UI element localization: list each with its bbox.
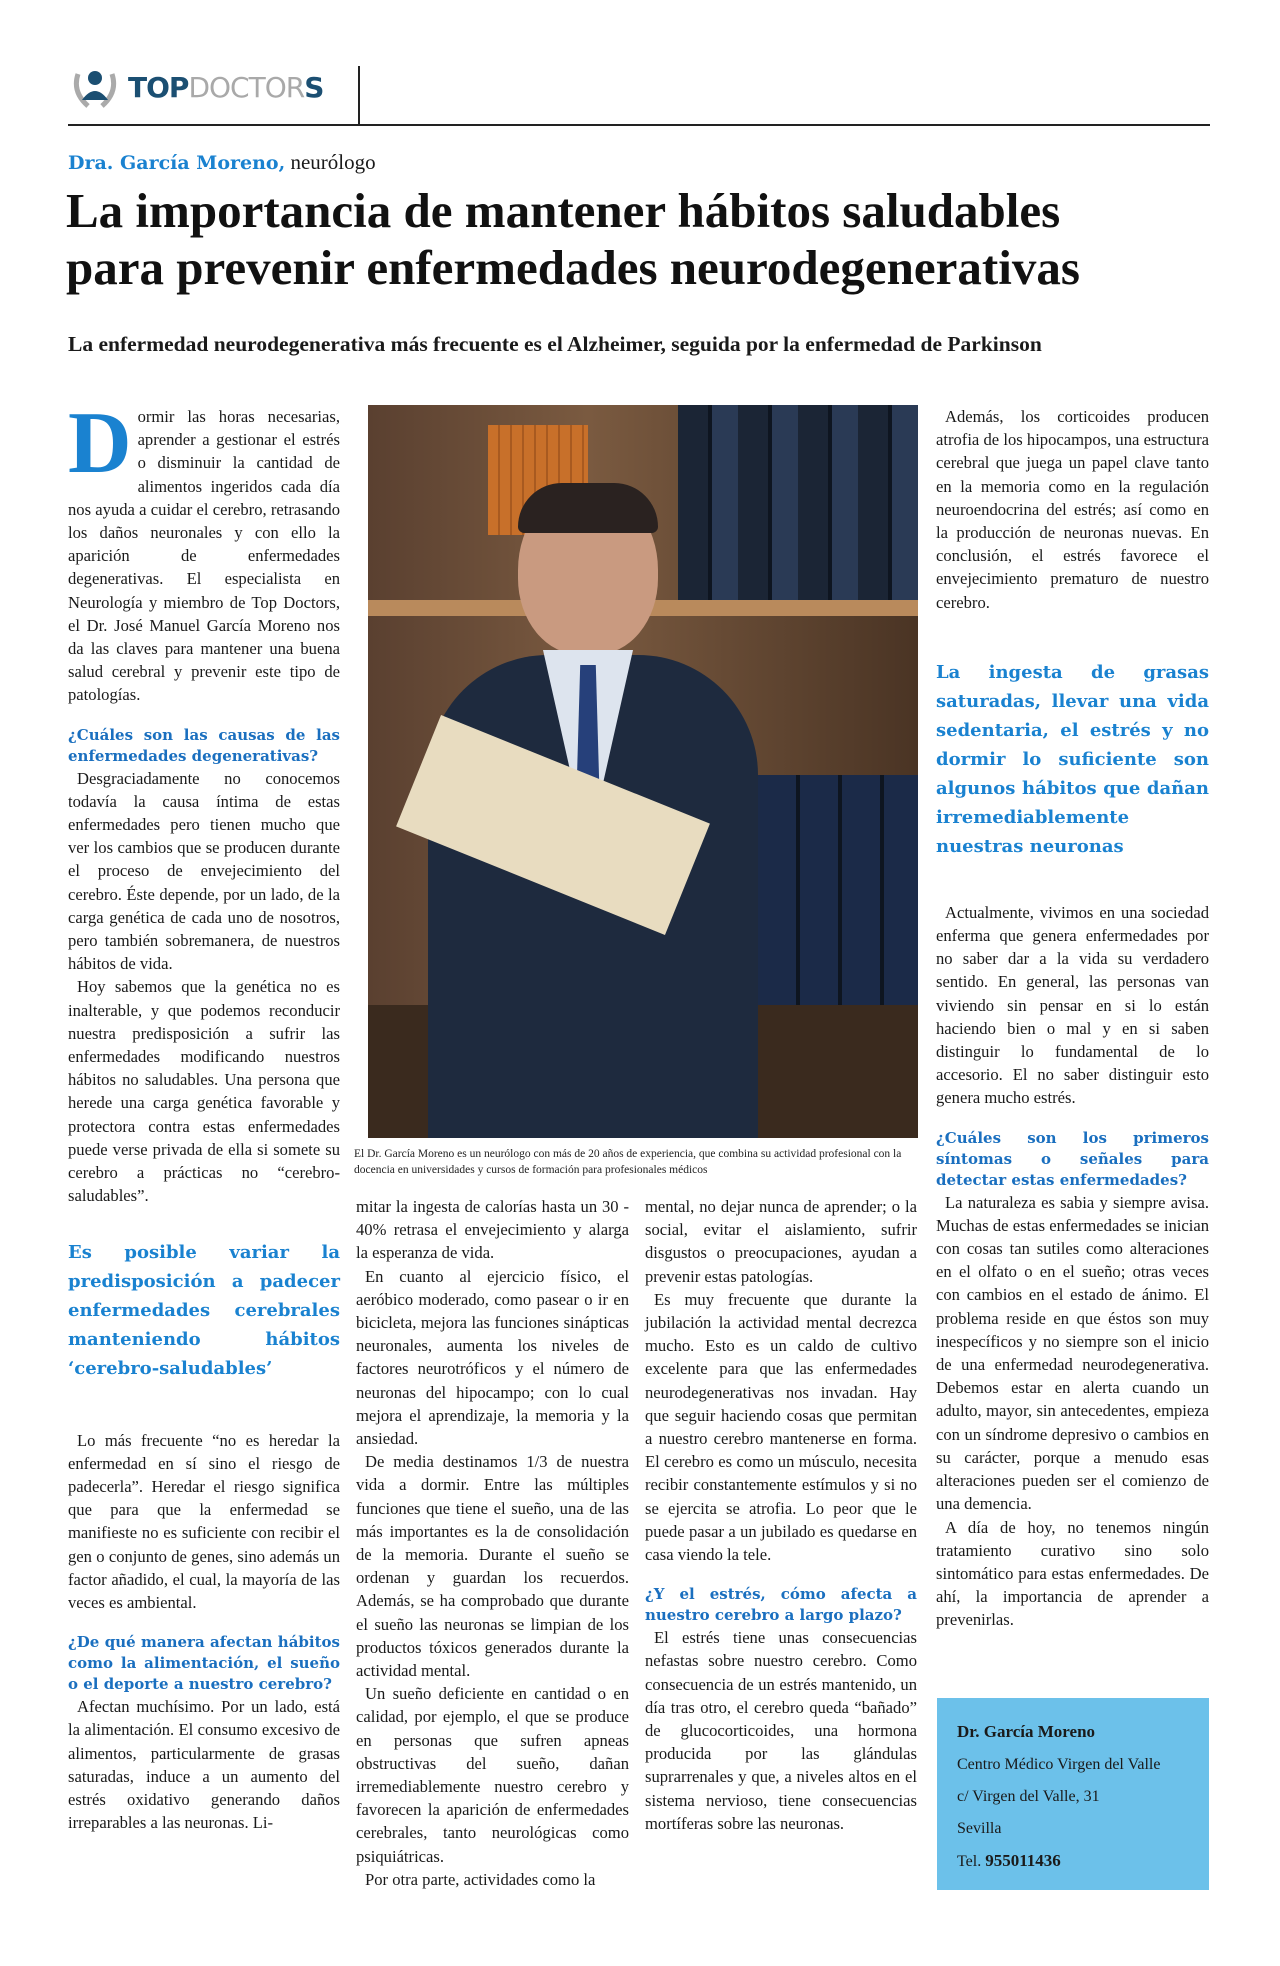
paragraph: Un sueño deficiente en cantidad o en calidad, por ejemplo, el que se produce en personas que sufren apneas obstructivas del sueño, dañan irremediablemente nuestro cerebro y favorecen la aparición de enfermedades cerebrales, tanto neurológicas como psiquiátricas. [356,1684,629,1866]
column-1 [68,395,340,1834]
paragraph: De media destinamos 1/3 de nuestra vida a dormir. Entre las múltiples funciones que tiene el sueño, una de las más importantes es la de consolidación de la memoria. Durante el sueño se ordenan y guardan los recuerdos. Además, se ha comprobado que durante el sueño las neuronas se limpian de los productos tóxicos generados durante la actividad mental. [356,1452,629,1681]
laurel-doctor-icon [70,62,120,112]
paragraph: Afectan muchísimo. Por un lado, está la alimentación. El consumo excesivo de alimentos, particularmente de grasas saturadas, induce a un aumento del estrés oxidativo generando daños irreparables a las neuronas. Li- [68,1697,340,1833]
column-2 [356,1195,629,1891]
paragraph: Además, los corticoides producen atrofia de los hipocampos, una estructura cerebral que juega un papel clave tanto en la memoria como en la regulación neuroendocrina del estrés; así como en la producción de neuronas nuevas. En conclusión, el estrés favorece el envejecimiento prematuro de nuestro cerebro. [936,407,1209,612]
paragraph: Hoy sabemos que la genética no es inalterable, y que podemos reconducir nuestra predisposición a sufrir las enfermedades modificando nuestros hábitos no saludables. Una persona que herede una carga genética favorable y protectora contra estas enfermedades puede verse privada de ella si somete su cerebro a prácticas no “cerebro-saludables”. [68,977,340,1206]
title-line: para prevenir enfermedades neurodegenerativas [66,240,1080,295]
logo-top: TOP [128,70,189,104]
contact-city: Sevilla [957,1820,1002,1837]
contact-center: Centro Médico Virgen del Valle [957,1756,1161,1773]
logo-s: S [304,70,324,104]
pull-quote: Es posible variar la predisposición a padecer enfermedades cerebrales manteniendo hábitos ‘cerebro-saludables’ [68,1241,340,1379]
logo-doctors: DOCTOR [188,70,305,104]
section-heading: ¿Y el estrés, cómo afecta a nuestro cerebro a largo plazo? [645,1585,917,1625]
contact-phone: 955011436 [985,1851,1061,1870]
tel-label: Tel. [957,1853,986,1870]
paragraph: Por otra parte, actividades como la [365,1869,596,1889]
contact-address: c/ Virgen del Valle, 31 [957,1788,1100,1805]
paragraph: El estrés tiene unas consecuencias nefastas sobre nuestro cerebro. Como consecuencia de un estrés mantenido, un día tras otro, el cerebro queda “bañado” de glucocorticoides, una hormona producida por las glándulas suprarrenales y que, a niveles altos en el sistema nervioso, tiene consecuencias mortíferas sobre las neuronas. [645,1628,917,1833]
contact-box [937,1698,1209,1890]
header-rule [68,124,1210,126]
photo-caption: El Dr. García Moreno es un neurólogo con más de 20 años de experiencia, que combina su actividad profesional con la docencia en universidades y cursos de formación para profesionales médicos [354,1148,902,1176]
doctor-photo [368,405,918,1138]
paragraph: mitar la ingesta de calorías hasta un 30 - 40% retrasa el envejecimiento y alarga la esperanza de vida. [356,1197,629,1263]
paragraph: Lo más frecuente “no es heredar la enfermedad en sí sino el riesgo de padecerla”. Heredar el riesgo significa que para que la enfermedad se manifieste no es suficiente con recibir el gen o conjunto de genes, sino además un factor añadido, el cual, la mayoría de las veces es ambiental. [68,1430,340,1612]
paragraph: A día de hoy, no tenemos ningún tratamiento curativo sino solo sintomático para estas enfermedades. De ahí, la importancia de aprender a prevenirlas. [936,1517,1209,1630]
title-line: La importancia de mantener hábitos saludables [66,183,1061,238]
page-title [66,182,1080,296]
paragraph: La naturaleza es sabia y siempre avisa. Muchas de estas enfermedades se inician con cosas tan sutiles como alteraciones en el olfato o en el sueño; otras veces con cambios en el estado de ánimo. El problema reside en que éstos son muy inespecíficos y no siempre son el inicio de una enfermedad neurodegenerativa. Debemos estar en alerta cuando un adulto, mayor, sin antecedentes, empieza con un síndrome depresivo o cambios en su carácter, porque a menudo esas alteraciones pueden ser el comienzo de una demencia. [936,1192,1209,1514]
header-divider [358,66,360,124]
author-name: Dra. García Moreno, [68,152,286,174]
column-4 [936,405,1209,1632]
paragraph: En cuanto al ejercicio físico, el aeróbico moderado, como pasear o ir en bicicleta, mejora las funciones sinápticas neuronales, aumenta los niveles de factores neurotróficos y el número de neuronas del hipocampo; con lo cual mejora el aprendizaje, la memoria y la ansiedad. [356,1266,629,1449]
byline [68,150,376,175]
paragraph: Desgraciadamente no conocemos todavía la causa íntima de estas enfermedades pero tienen mucho que ver los cambios que se producen durante el proceso de envejecimiento del cerebro. Éste depende, por un lado, de la carga genética de cada uno de nosotros, pero también sobremanera, de nuestros hábitos de vida. [68,768,340,974]
subtitle: La enfermedad neurodegenerativa más frecuente es el Alzheimer, seguida por la enfermedad de Parkinson [68,332,1042,356]
column-3 [645,1195,917,1835]
paragraph: Actualmente, vivimos en una sociedad enferma que genera enfermedades por no saber dar a la vida su verdadero sentido. En general, las personas van viviendo sin pensar en si lo están haciendo bien o mal y en si saben distinguir lo fundamental de lo accesorio. El no saber distinguir esto genera mucho estrés. [936,902,1209,1108]
author-role: neurólogo [285,150,376,174]
paragraph: mental, no dejar nunca de aprender; o la social, evitar el aislamiento, sufrir disgustos o preocupaciones, ayudan a prevenir estas patologías. [645,1197,917,1286]
drop-cap: D [68,395,132,492]
contact-name: Dr. García Moreno [957,1722,1096,1741]
section-heading: ¿De qué manera afectan hábitos como la alimentación, el sueño o el deporte a nuestro cerebro? [68,1633,340,1694]
section-heading: ¿Cuáles son las causas de las enfermedades degenerativas? [68,725,340,765]
top-doctors-logo [70,62,323,112]
section-heading: ¿Cuáles son los primeros síntomas o señales para detectar estas enfermedades? [936,1128,1209,1189]
pull-quote: La ingesta de grasas saturadas, llevar una vida sedentaria, el estrés y no dormir lo suficiente son algunos hábitos que dañan irremediablemente nuestras neuronas [936,661,1209,857]
intro-text: ormir las horas necesarias, aprender a gestionar el estrés o disminuir la cantidad de alimentos ingeridos cada día nos ayuda a cuidar el cerebro, retrasando los daños neuronales y con ello la aparición de enfermedades degenerativas. El especialista en Neurología y miembro de Top Doctors, el Dr. José Manuel García Moreno nos da las claves para mantener una buena salud cerebral y prevenir este tipo de patologías. [68,407,340,705]
paragraph: Es muy frecuente que durante la jubilación la actividad mental decrezca mucho. Esto es un caldo de cultivo excelente para que las enfermedades neurodegenerativas nos invadan. Hay que seguir haciendo cosas que permitan a nuestro cerebro mantenerse en forma. El cerebro es como un músculo, necesita recibir constantemente estímulos y si no se ejercita se atrofia. Lo peor que le puede pasar a un jubilado es quedarse en casa viendo la tele. [645,1289,917,1565]
